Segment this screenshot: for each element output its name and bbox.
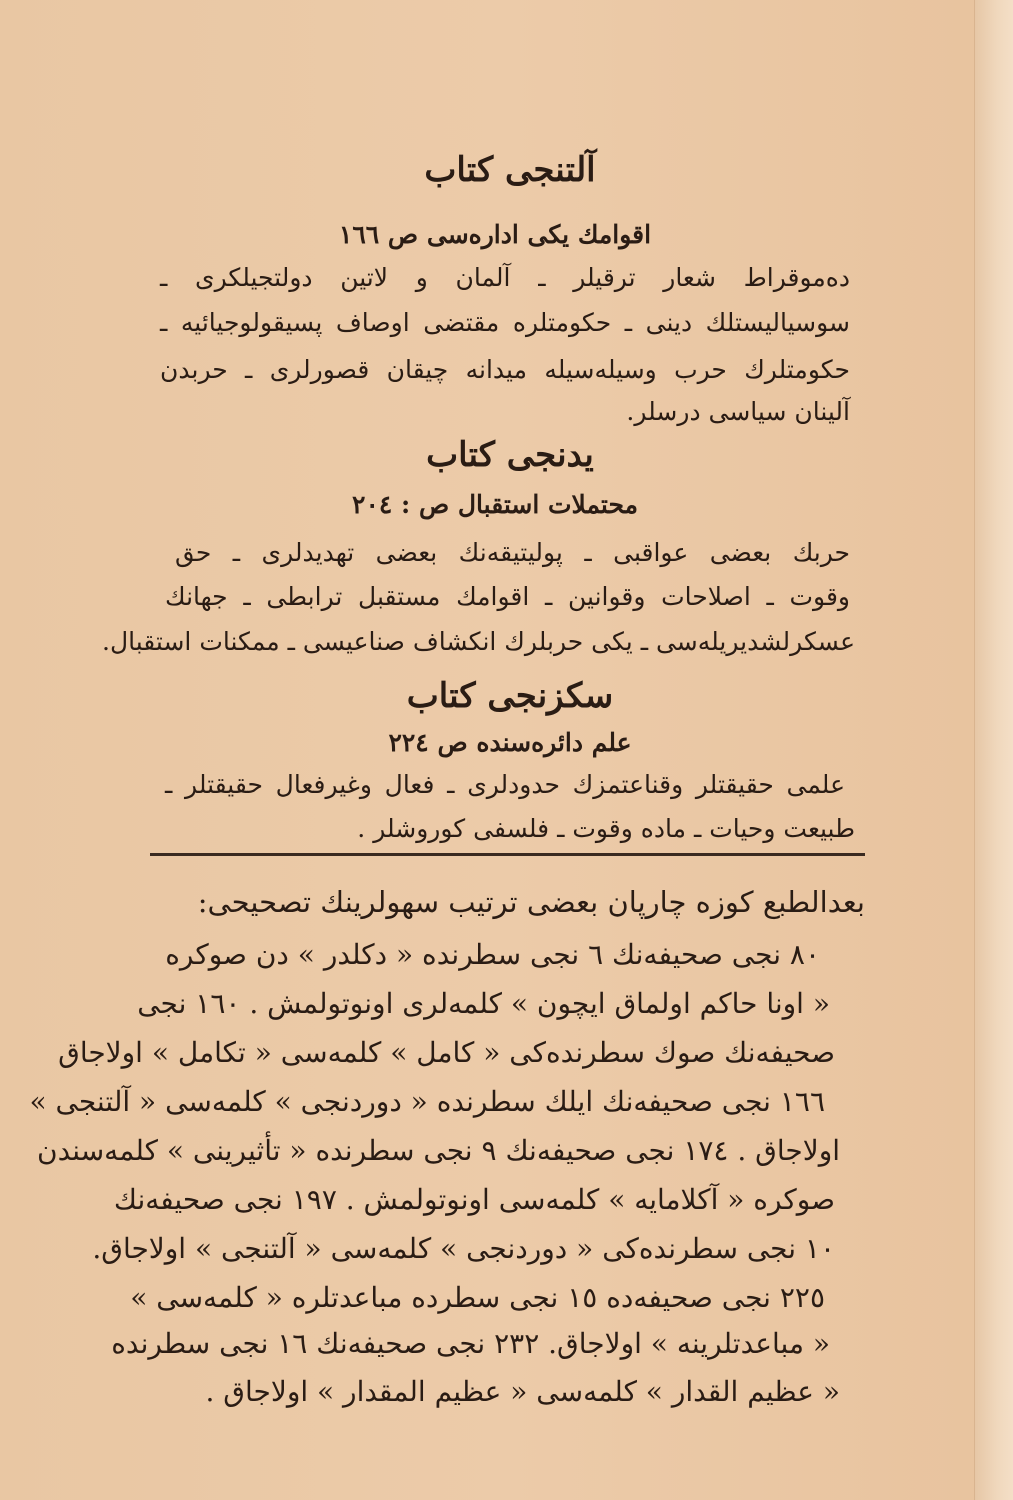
section-heading-2: یدنجی کتاب bbox=[426, 435, 594, 475]
section-3-line-2: طبیعت وحیات ـ ماده وقوت ـ فلسفی کوروشلر . bbox=[357, 814, 855, 843]
section-2-line-3: عسکرلشدیریلەسی ـ یکی حربلرك انکشاف صناعیسی ـ ممکنات استقبال. bbox=[102, 627, 855, 656]
section-3-line-1: علمی حقیقتلر وقناعتمزك حدودلری ـ فعال وغیرفعال حقیقتلر ـ bbox=[165, 770, 845, 799]
section-heading-3: سکزنجی کتاب bbox=[406, 676, 614, 716]
section-1-line-3: حکومتلرك حرب وسیلەسیله میدانه چیقان قصورلری ـ حربدن bbox=[160, 355, 850, 384]
errata-line-3: صحیفەنك صوك سطرندەکی « کامل » کلمەسی « تکامل » اولاجاق bbox=[58, 1036, 835, 1069]
section-1-line-4: آلینان سیاسی درسلر. bbox=[626, 397, 850, 426]
page-edge bbox=[974, 0, 1013, 1500]
errata-line-10: « عظیم القدار » کلمەسی « عظیم المقدار » اولاجاق . bbox=[205, 1375, 840, 1408]
errata-line-4: ١٦٦ نجی صحیفەنك ایلك سطرنده « دوردنجی » کلمەسی « آلتنجی » bbox=[29, 1085, 825, 1118]
errata-line-9: « مباعدتلرینه » اولاجاق. ٢٣٢ نجی صحیفەنك ١٦ نجی سطرنده bbox=[111, 1327, 830, 1360]
errata-title: بعدالطبع کوزه چارپان بعضی ترتیب سهولرینك تصحیحی: bbox=[197, 885, 865, 919]
section-subtitle-3: علم دائرەسنده ص ٢٢٤ bbox=[388, 728, 632, 757]
errata-line-1: ٨٠ نجی صحیفەنك ٦ نجی سطرنده « دکلدر » دن صوکره bbox=[165, 938, 820, 971]
errata-line-6: صوکره « آکلامایه » کلمەسی اونوتولمش . ١٩٧ نجی صحیفەنك bbox=[113, 1183, 835, 1216]
section-subtitle-2: محتملات استقبال ص : ٢٠٤ bbox=[352, 490, 638, 519]
errata-line-8: ٢٢٥ نجی صحیفەده ١٥ نجی سطرده مباعدتلره « کلمەسی » bbox=[130, 1281, 825, 1314]
errata-line-5: اولاجاق . ١٧٤ نجی صحیفەنك ٩ نجی سطرنده « تأثیرینی » کلمەسندن bbox=[37, 1134, 840, 1167]
section-heading-1: آلتنجی کتاب bbox=[424, 150, 596, 190]
errata-line-7: ١٠ نجی سطرندەکی « دوردنجی » کلمەسی « آلتنجی » اولاجاق. bbox=[92, 1232, 835, 1265]
section-1-line-2: سوسیالیستلك دینی ـ حکومتلره مقتضی اوصاف پسیقولوجیائیه ـ bbox=[160, 308, 850, 337]
section-2-line-2: وقوت ـ اصلاحات وقوانین ـ اقوامك مستقبل ترابطی ـ جهانك bbox=[165, 582, 850, 611]
section-1-line-1: دەموقراط شعار ترقیلر ـ آلمان و لاتین دولتجیلکری ـ bbox=[160, 263, 850, 292]
section-subtitle-1: اقوامك یکی ادارەسی ص ١٦٦ bbox=[338, 220, 652, 249]
errata-line-2: « اونا حاکم اولماق ایچون » کلمەلری اونوتولمش . ١٦٠ نجی bbox=[137, 987, 830, 1020]
section-2-line-1: حربك بعضی عواقبی ـ پولیتیقەنك بعضی تهدیدلری ـ حق bbox=[175, 538, 850, 567]
section-divider bbox=[150, 853, 865, 856]
